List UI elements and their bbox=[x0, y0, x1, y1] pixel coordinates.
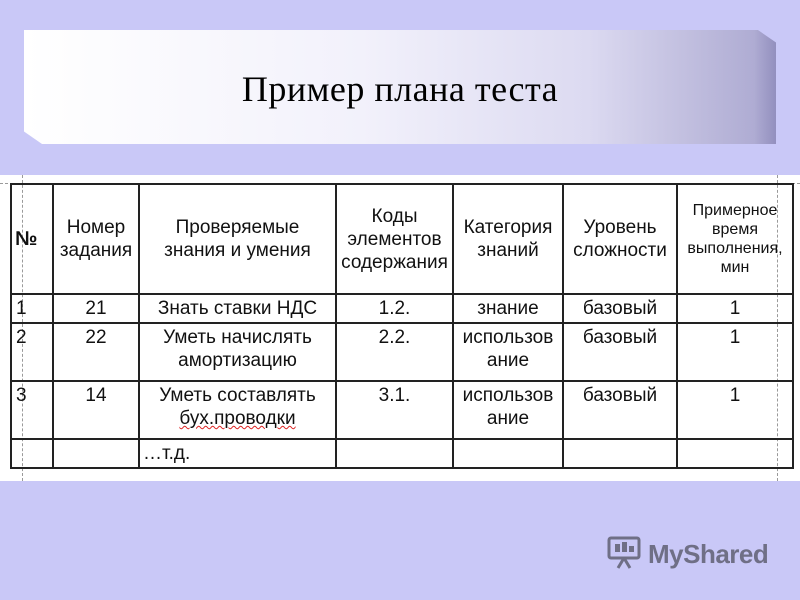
presentation-board-icon bbox=[606, 535, 642, 574]
approx-time: 1 bbox=[677, 294, 793, 323]
difficulty-level: базовый bbox=[563, 323, 677, 381]
content-code: 3.1. bbox=[336, 381, 453, 439]
header-row bbox=[11, 184, 793, 294]
document-sheet bbox=[0, 175, 800, 481]
header-knowledge-category: Категория знаний bbox=[453, 184, 563, 294]
table-row bbox=[11, 294, 793, 323]
header-number: № bbox=[11, 184, 53, 294]
row-number: 2 bbox=[11, 323, 53, 381]
task-number: 14 bbox=[53, 381, 139, 439]
task-number bbox=[53, 439, 139, 468]
task-number: 22 bbox=[53, 323, 139, 381]
approx-time: 1 bbox=[677, 323, 793, 381]
difficulty-level bbox=[563, 439, 677, 468]
knowledge-category bbox=[453, 439, 563, 468]
header-task-number: Номер задания bbox=[53, 184, 139, 294]
skill-text: Уметь начислять амортизацию bbox=[139, 323, 336, 381]
header-skills: Проверяемые знания и умения bbox=[139, 184, 336, 294]
table-row bbox=[11, 323, 793, 381]
approx-time bbox=[677, 439, 793, 468]
misspelled-word: бух.проводки bbox=[179, 408, 296, 429]
content-code bbox=[336, 439, 453, 468]
table-row bbox=[11, 439, 793, 468]
row-number bbox=[11, 439, 53, 468]
row-number: 1 bbox=[11, 294, 53, 323]
table-row bbox=[11, 381, 793, 439]
header-content-codes: Коды элементов содержания bbox=[336, 184, 453, 294]
header-difficulty-level: Уровень сложности bbox=[563, 184, 677, 294]
skill-text: Знать ставки НДС bbox=[139, 294, 336, 323]
content-code: 1.2. bbox=[336, 294, 453, 323]
knowledge-category: использов ание bbox=[453, 323, 563, 381]
knowledge-category: использов ание bbox=[453, 381, 563, 439]
logo-text: MyShared bbox=[648, 538, 769, 569]
skill-text bbox=[139, 381, 336, 439]
content-code: 2.2. bbox=[336, 323, 453, 381]
row-number: 3 bbox=[11, 381, 53, 439]
approx-time: 1 bbox=[677, 381, 793, 439]
test-plan-table bbox=[10, 183, 794, 469]
task-number: 21 bbox=[53, 294, 139, 323]
knowledge-category: знание bbox=[453, 294, 563, 323]
skill-text: …т.д. bbox=[139, 439, 336, 468]
difficulty-level: базовый bbox=[563, 294, 677, 323]
slide-title: Пример плана теста bbox=[241, 69, 559, 109]
skill-text-part: Уметь составлять bbox=[159, 385, 316, 406]
difficulty-level: базовый bbox=[563, 381, 677, 439]
myshared-logo bbox=[606, 536, 768, 572]
header-approx-time: Примерное время выполнения, мин bbox=[677, 184, 793, 294]
